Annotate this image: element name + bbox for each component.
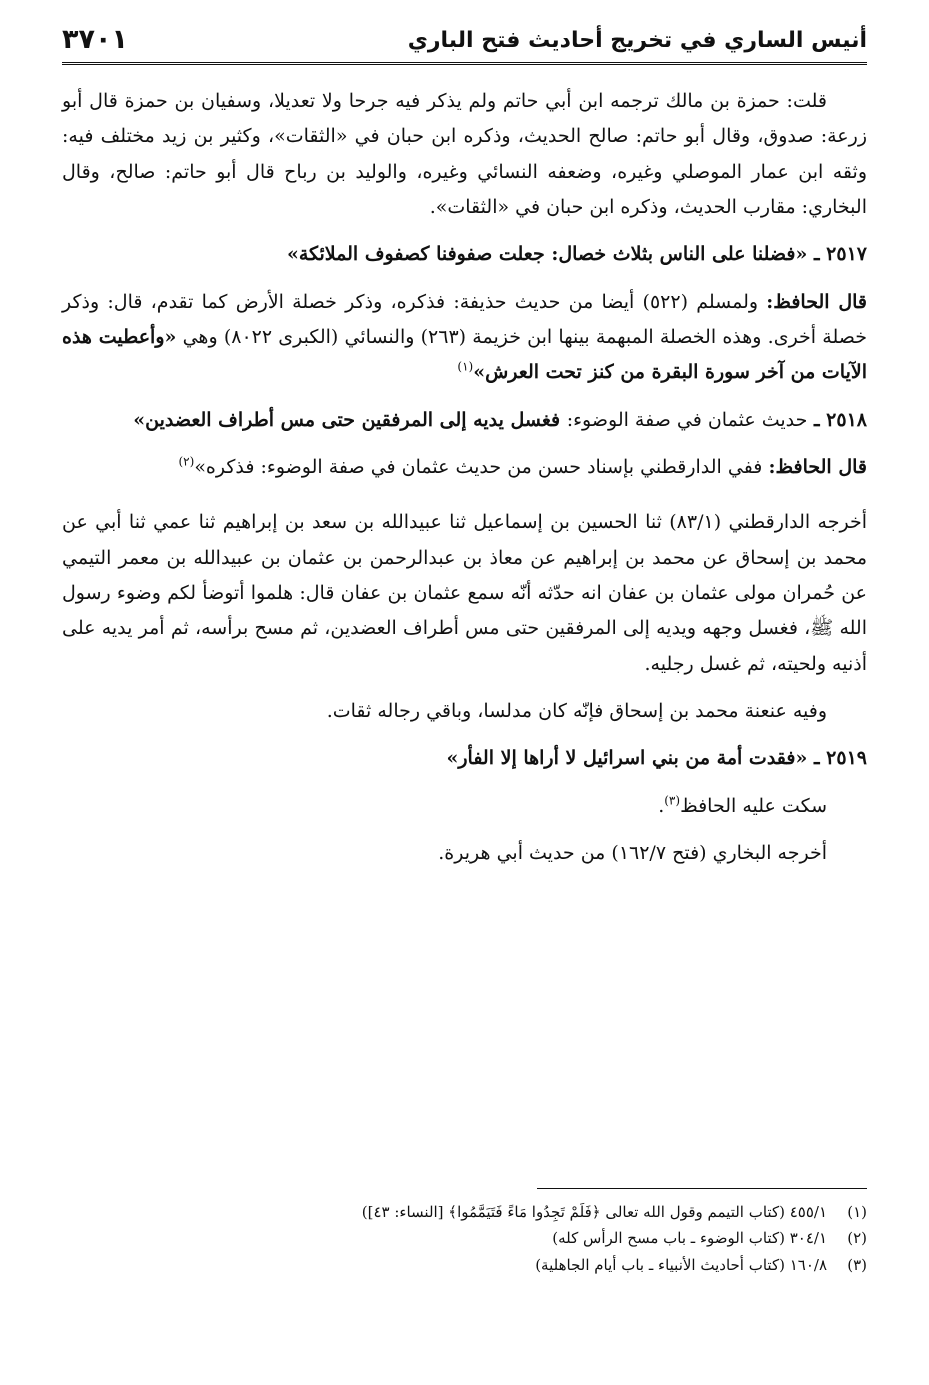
footnote-text: ٣٠٤/١ (كتاب الوضوء ـ باب مسح الرأس كله) xyxy=(552,1229,827,1248)
paragraph-commentary: قلت: حمزة بن مالك ترجمه ابن أبي حاتم ولم يذكر فيه جرحا ولا تعديلا، وسفيان بن حمزة قال أبو زرعة: صدوق، وقال أبو حاتم: صالح الحديث، وذكره ابن حبان في «الثقات»، وكثير بن زيد مختلف فيه: وثقه ابن عمار الموصلي وغيره، وضعفه النسائي وغيره، والوليد بن رباح قال أبو حاتم: صالح، وقال البخاري: مقارب الحديث، وذكره ابن حبان في «الثقات». xyxy=(62,90,867,218)
hadith-2519 xyxy=(62,741,867,776)
takhrij-2519: أخرجه البخاري (فتح ١٦٢/٧) من حديث أبي هريرة. xyxy=(438,841,827,864)
footnote-ref[interactable]: (٢) xyxy=(178,454,195,469)
footnotes xyxy=(62,1188,867,1278)
comment-text: سكت عليه الحافظ xyxy=(680,794,827,817)
hadith-2518 xyxy=(62,403,867,438)
hadith-number: ٢٥١٧ ـ xyxy=(813,243,867,266)
footnote-number: (٢) xyxy=(847,1229,867,1248)
hafiz-comment-2518 xyxy=(62,450,867,485)
book-title: أنيس الساري في تخريج أحاديث فتح الباري xyxy=(407,28,867,53)
hadith-text: «فقدت أمة من بني اسرائيل لا أراها إلا الفأر» xyxy=(446,747,808,770)
page-body xyxy=(62,84,867,883)
hadith-number: ٢٥١٩ ـ xyxy=(813,747,867,770)
footnote-number: (٣) xyxy=(847,1255,867,1274)
hadith-text: فغسل يديه إلى المرفقين حتى مس أطراف العضدين» xyxy=(133,408,561,431)
footnote-ref[interactable]: (٣) xyxy=(664,793,681,808)
takhrij-2518: أخرجه الدارقطني (٨٣/١) ثنا الحسين بن إسماعيل ثنا عبيدالله بن سعد بن إبراهيم ثنا عمي ثنا أبي عن محمد بن إسحاق عن محمد بن إبراهيم عن معاذ بن عبدالرحمن بن عثمان بن عبيدالله بن معمر التيمي عن حُمران مولى عثمان بن عفان انه حدّثه أنّه سمع عثمان بن عفان قال: هلموا أتوضأ لكم وضوء رسول الله ﷺ، فغسل وجهه ويديه إلى المرفقين حتى مس أطراف العضدين، ثم مسح برأسه، ثم أمر يديه على أذنيه ولحيته، ثم غسل رجليه. xyxy=(62,511,867,675)
hafiz-label: قال الحافظ: xyxy=(766,290,868,313)
hadith-number: ٢٥١٨ ـ xyxy=(813,408,867,431)
footnote-2 xyxy=(62,1225,867,1251)
footnote-number: (١) xyxy=(847,1203,867,1221)
footnote-divider xyxy=(537,1188,867,1189)
note-2518: وفيه عنعنة محمد بن إسحاق فإنّه كان مدلسا، وباقي رجاله ثقات. xyxy=(326,699,827,722)
footnote-3 xyxy=(62,1252,867,1278)
page-header xyxy=(62,22,867,65)
comment-end: . xyxy=(658,794,665,817)
hafiz-comment-2517 xyxy=(62,285,867,391)
hadith-text: «فضلنا على الناس بثلاث خصال: جعلت صفوفنا كصفوف الملائكة» xyxy=(286,243,808,266)
hadith-2517 xyxy=(62,237,867,272)
comment-text: ففي الدارقطني بإسناد حسن من حديث عثمان في صفة الوضوء: فذكره» xyxy=(194,455,763,478)
emphasized-quote: «وأعطيت هذه الآيات من آخر سورة البقرة من كنز تحت العرش» xyxy=(62,325,867,384)
footnote-1 xyxy=(62,1199,867,1225)
hafiz-label: قال الحافظ: xyxy=(768,455,867,478)
hafiz-comment-2519 xyxy=(62,789,867,824)
footnote-text: ٤٥٥/١ (كتاب التيمم وقول الله تعالى ﴿فَلَمْ تَجِدُوا مَاءً فَتَيَمَّمُوا﴾ [النساء: ٤٣]) xyxy=(361,1203,827,1221)
footnote-ref[interactable]: (١) xyxy=(457,359,474,374)
page-number: ٣٧٠١ xyxy=(62,24,128,55)
hadith-intro: حديث عثمان في صفة الوضوء: xyxy=(566,408,808,431)
comment-text: ولمسلم (٥٢٢) أيضا من حديث حذيفة: فذكره، وذكر خصلة الأرض كما تقدم، قال: وذكر خصلة أخرى. وهذه الخصلة المبهمة بينها ابن خزيمة (٢٦٣) والنسائي (الكبرى ٨٠٢٢) وهي xyxy=(62,290,867,348)
footnote-text: ١٦٠/٨ (كتاب أحاديث الأنبياء ـ باب أيام الجاهلية) xyxy=(535,1255,827,1274)
